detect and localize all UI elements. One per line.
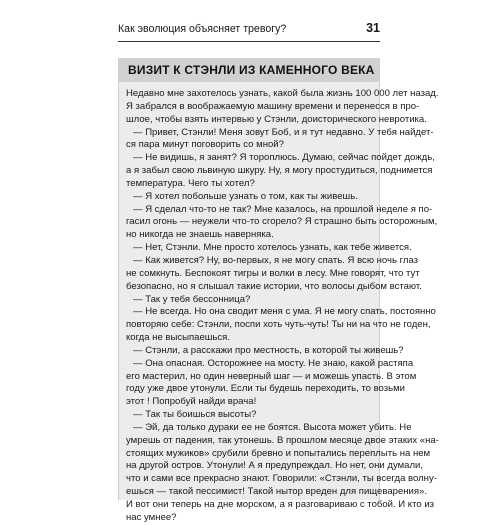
text-line: году уже двое утонули. Если ты будешь переходить, то возьми (126, 383, 406, 395)
text-line: гасил огонь — неужели что-то сгорело? Я страшно быть осторожным, (126, 216, 438, 228)
text-line: а я забыл свою львиную шкуру. Ну, я могу простудиться, поднимется (126, 165, 433, 177)
text-line: повторяю себе: Стэнли, поспи хоть чуть-чуть! Ты ни на что не годен, (126, 319, 431, 331)
text-line: И вот они теперь на дне морском, а я разговариваю с тобой. И кто из (126, 499, 435, 510)
sidebar-title: ВИЗИТ К СТЭНЛИ ИЗ КАМЕННОГО ВЕКА (128, 63, 375, 77)
text-line: — Эй, да только дураки ее не боятся. Высота может убить. Не (133, 421, 412, 433)
text-line: его мастерил, но один неверный шаг — и можешь упасть. В этом (126, 370, 417, 382)
text-line: Недавно мне захотелось узнать, какой была жизнь 100 000 лет назад. (126, 88, 439, 99)
page-header (118, 19, 380, 42)
text-line: — Как живется? Ну, во-первых, я не могу спать. Я всю ночь глаз (133, 254, 419, 266)
text-line: — Так у тебя бессонница? (133, 293, 251, 305)
text-line: этот ! Попробуй найди врача! (126, 396, 257, 408)
sidebar-text (126, 88, 439, 525)
text-line: — Так ты боишься высоты? (133, 409, 257, 421)
text-line: что и сами все прекрасно знают. Говорили: «Стэнли, ты всегда волну- (126, 473, 437, 485)
page-number: 31 (366, 21, 380, 35)
text-line: нас умнее? (126, 511, 177, 523)
text-line: Я забрался в воображаемую машину времени и перенесся в про- (126, 100, 420, 112)
text-line: не сомкнуть. Беспокоят тигры и волки в лесу. Мне говорят, что тут (126, 267, 420, 279)
text-line: но никогда не знаешь наверняка. (126, 229, 274, 241)
text-line: безопасно, но я слышал такие истории, что волосы дыбом встают. (126, 280, 422, 292)
text-line: стоящих мужиков» срубили бревно и попытались переплыть на нем (126, 447, 431, 459)
text-line: — Не всегда. Но она сводит меня с ума. Я не могу спать, постоянно (133, 306, 436, 318)
text-line: — Привет, Стэнли! Меня зовут Боб, и я тут недавно. У тебя найдет- (133, 126, 434, 138)
text-line: — Нет, Стэнли. Мне просто хотелось узнать, как тебе живется. (133, 242, 412, 254)
text-line: — Я хотел побольше узнать о том, как ты живешь. (133, 190, 358, 202)
running-title: Как эволюция объясняет тревогу? (118, 23, 287, 35)
sidebar-title-bar (119, 58, 379, 82)
text-line: умрешь от падения, так утонешь. В прошлом месяце двое этаких «на- (126, 434, 439, 446)
text-line: температура. Чего ты хотел? (126, 177, 255, 189)
text-line: ся пара минут поговорить со мной? (126, 139, 284, 151)
text-line: на другой остров. Утонули! А я предупреждал. Но нет, они думали, (126, 460, 424, 472)
text-line: — Я сделал что-то не так? Мне казалось, на прошлой неделе я по- (133, 203, 433, 215)
text-line: шлое, чтобы взять интервью у Стэнли, доисторического невротика. (126, 113, 427, 125)
sidebar-box (118, 58, 439, 523)
text-line: когда не высыпаешься. (126, 332, 230, 344)
text-line: ешься — такой пессимист! Такой нытор вреден для пищеварения». (126, 486, 427, 498)
text-line: — Она опасная. Осторожнее на мосту. Не знаю, какой растяпа (133, 357, 414, 369)
text-line: — Не видишь, я занят? Я тороплюсь. Думаю, сейчас пойдет дождь, (133, 152, 435, 164)
text-line: — Стэнли, а расскажи про местность, в которой ты живешь? (133, 344, 404, 356)
